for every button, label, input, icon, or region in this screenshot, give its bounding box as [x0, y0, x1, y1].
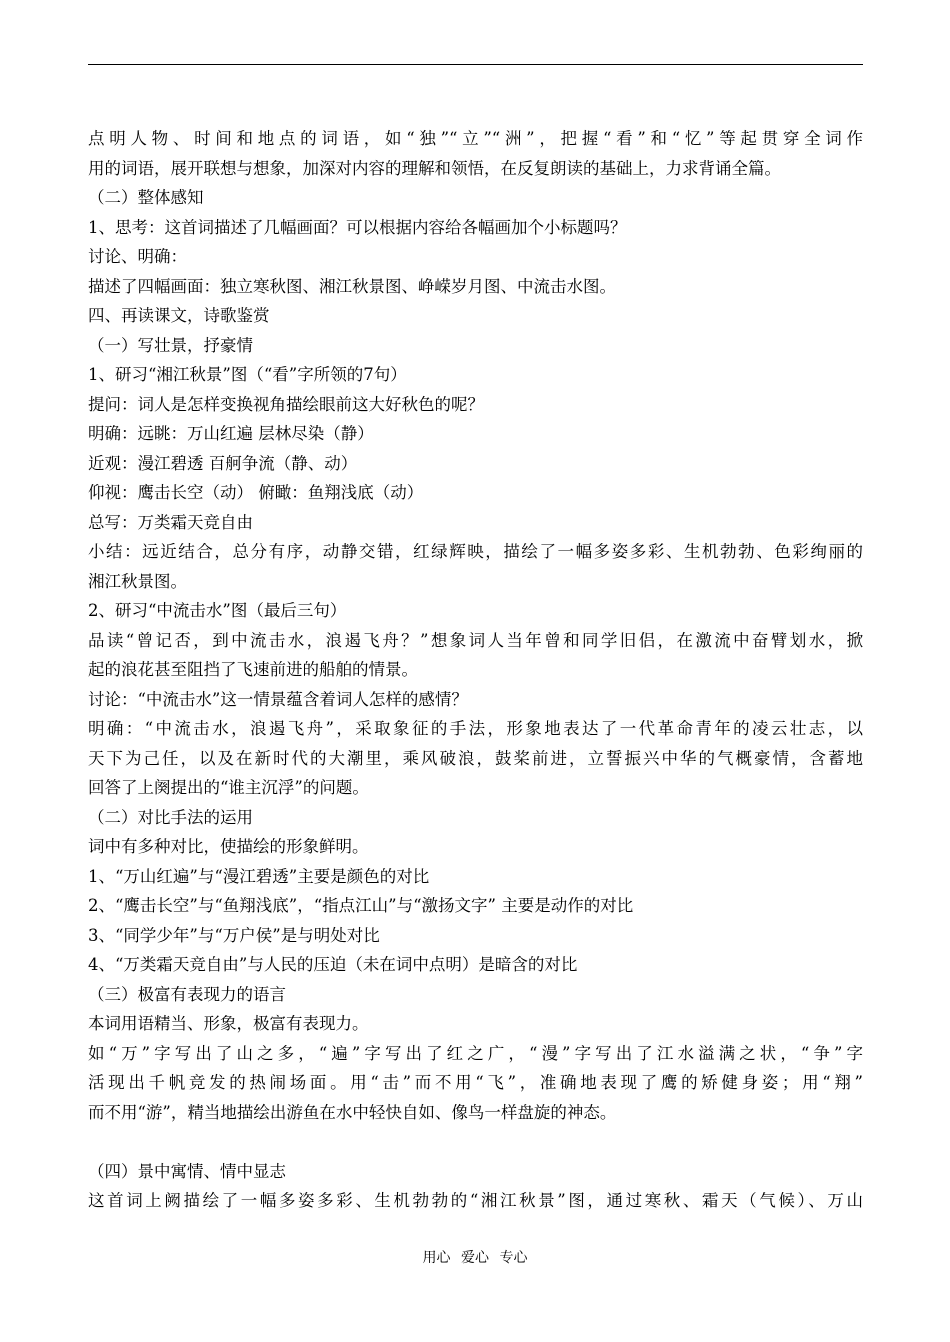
paragraph-line: 明确：远眺：万山红遍 层林尽染（静）	[88, 424, 374, 443]
paragraph-line: 仰视：鹰击长空（动） 俯瞰：鱼翔浅底（动）	[88, 483, 424, 502]
paragraph-line: 活现出千帆竞发的热闹场面。用“击”而不用“飞”，准确地表现了鹰的矫健身姿；用“翔”	[88, 1073, 863, 1092]
page-footer: 用心 爱心 专心	[422, 1250, 528, 1266]
paragraph-line: 4、“万类霜天竞自由”与人民的压迫（未在词中点明）是暗含的对比	[88, 955, 578, 974]
section-heading: （二）对比手法的运用	[88, 807, 253, 827]
paragraph-line: 1、思考：这首词描述了几幅画面？可以根据内容给各幅画加个小标题吗？	[88, 217, 627, 237]
paragraph-line: 讨论：“中流击水”这一情景蕴含着词人怎样的感情？	[88, 689, 468, 709]
section-heading: （四）景中寓情、情中显志	[88, 1161, 286, 1181]
section-heading: 四、再读课文，诗歌鉴赏	[88, 306, 270, 325]
paragraph-line: 3、“同学少年”与“万户侯”是与明处对比	[88, 925, 380, 945]
document-body	[88, 124, 863, 1216]
paragraph-line: 明确：“中流击水，浪遏飞舟”，采取象征的手法，形象地表达了一代革命青年的凌云壮志，以	[88, 719, 863, 738]
paragraph-line: 小结：远近结合，总分有序，动静交错，红绿辉映，描绘了一幅多姿多彩、生机勃勃、色彩绚丽的	[88, 542, 863, 561]
paragraph-line: 提问：词人是怎样变换视角描绘眼前这大好秋色的呢？	[88, 394, 484, 414]
blank-line	[88, 1127, 863, 1157]
paragraph-line: 词中有多种对比，使描绘的形象鲜明。	[88, 837, 369, 856]
paragraph-line: 2、研习“中流击水”图（最后三句）	[88, 601, 347, 620]
paragraph-line: 用的词语，展开联想与想象，加深对内容的理解和领悟，在反复朗读的基础上，力求背诵全篇。	[88, 158, 781, 178]
section-heading: （三）极富有表现力的语言	[88, 984, 286, 1004]
section-heading: （二）整体感知	[88, 188, 204, 207]
paragraph-line: 这首词上阙描绘了一幅多姿多彩、生机勃勃的“湘江秋景”图，通过寒秋、霜天（气候）、万山	[88, 1191, 863, 1210]
paragraph-line: 1、研习“湘江秋景”图（“看”字所领的7句）	[88, 365, 407, 384]
paragraph-line: 1、“万山红遍”与“漫江碧透”主要是颜色的对比	[88, 866, 430, 886]
paragraph-line: 本词用语精当、形象，极富有表现力。	[88, 1014, 369, 1033]
paragraph-line: 湘江秋景图。	[88, 571, 187, 591]
paragraph-line: 描述了四幅画面：独立寒秋图、湘江秋景图、峥嵘岁月图、中流击水图。	[88, 276, 616, 296]
paragraph-line: 而不用“游”，精当地描绘出游鱼在水中轻快自如、像鸟一样盘旋的神态。	[88, 1102, 617, 1122]
header-rule	[88, 64, 863, 65]
paragraph-line: 品读“曾记否，到中流击水，浪遏飞舟？”想象词人当年曾和同学旧侣，在激流中奋臂划水，掀	[88, 630, 863, 650]
section-heading: （一）写壮景，抒豪情	[88, 335, 253, 355]
paragraph-line: 近观：漫江碧透 百舸争流（静、动）	[88, 453, 358, 473]
paragraph-line: 天下为己任，以及在新时代的大潮里，乘风破浪，鼓桨前进，立誓振兴中华的气概豪情，含蓄地	[88, 748, 863, 768]
paragraph-line: 2、“鹰击长空”与“鱼翔浅底”，“指点江山”与“激扬文字” 主要是动作的对比	[88, 896, 634, 915]
paragraph-line: 讨论、明确：	[88, 247, 187, 266]
paragraph-line: 起的浪花甚至阻挡了飞速前进的船舶的情景。	[88, 660, 418, 679]
paragraph-line: 总写：万类霜天竞自由	[88, 512, 253, 532]
paragraph-line: 点明人物、时间和地点的词语，如“独”“立”“洲”，把握“看”和“忆”等起贯穿全词作	[88, 129, 863, 148]
paragraph-line: 回答了上阕提出的“谁主沉浮”的问题。	[88, 778, 369, 797]
paragraph-line: 如“万”字写出了山之多，“遍”字写出了红之广，“漫”字写出了江水溢满之状，“争”字	[88, 1043, 863, 1063]
